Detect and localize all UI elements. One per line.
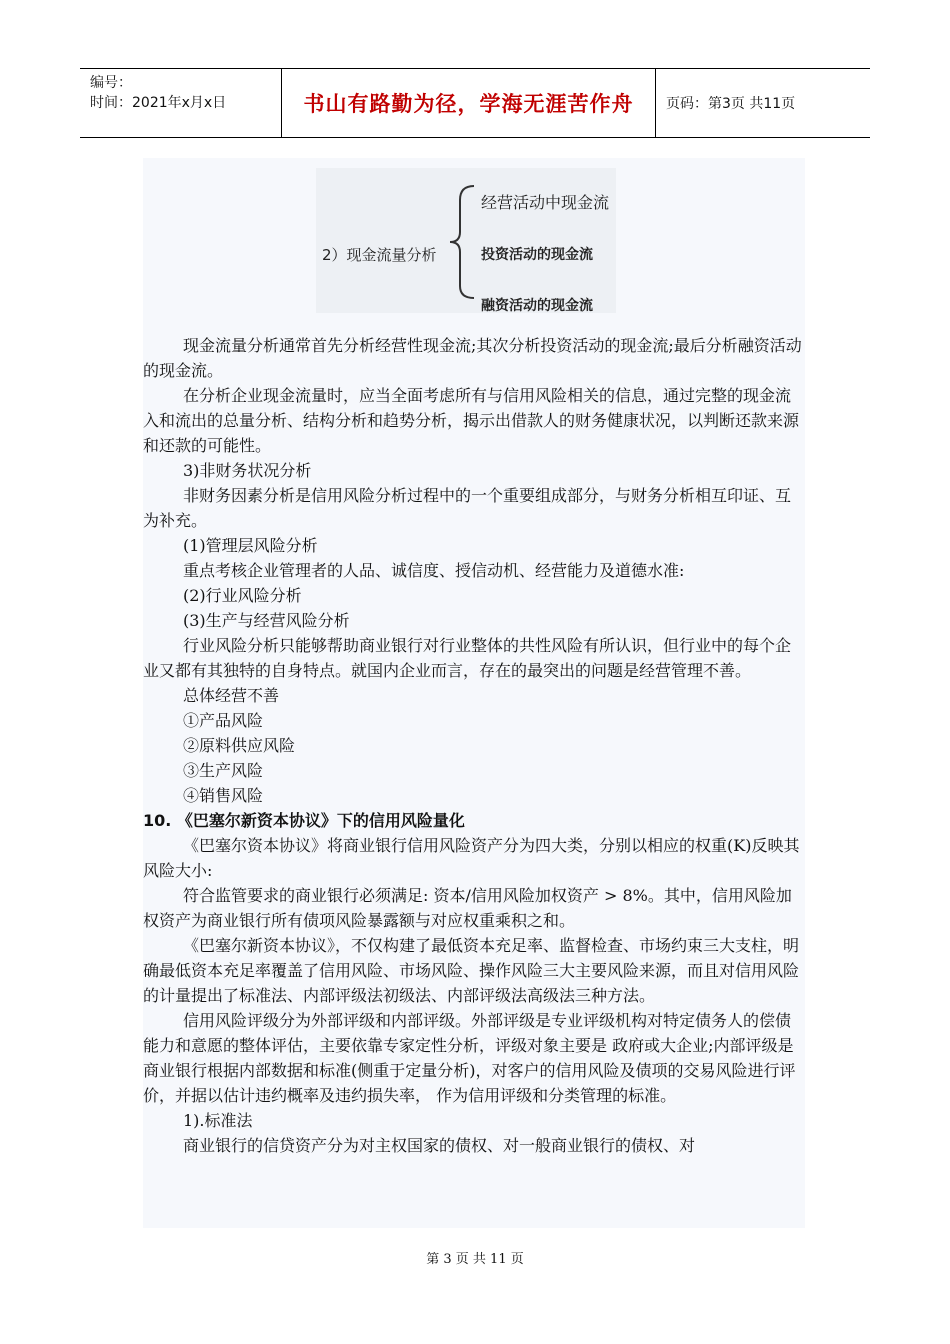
- list-item: ③生产风险: [183, 761, 264, 780]
- subsection-heading: 1).标准法: [183, 1111, 253, 1130]
- subsection-heading: (1)管理层风险分析: [183, 536, 318, 555]
- paragraph: 现金流量分析通常首先分析经营性现金流;其次分析投资活动的现金流;最后分析融资活动的现金流。: [143, 336, 802, 380]
- list-heading: 总体经营不善: [183, 686, 280, 705]
- diagram-main-label: 2）现金流量分析: [322, 246, 437, 264]
- page-header: [80, 68, 870, 138]
- paragraph: 行业风险分析只能够帮助商业银行对行业整体的共性风险有所认识，但行业中的每个企业又都有其独特的自身特点。就国内企业而言，存在的最突出的问题是经营管理不善。: [143, 636, 792, 680]
- document-content: [143, 158, 805, 1228]
- header-page-info: 页码：第3页 共11页: [666, 96, 796, 112]
- page-footer: 第 3 页 共 11 页: [426, 1252, 524, 1267]
- paragraph: 非财务因素分析是信用风险分析过程中的一个重要组成部分，与财务分析相互印证、互为补充。: [143, 486, 792, 530]
- diagram-branch-financing: 融资活动的现金流: [481, 298, 593, 314]
- subsection-heading: (3)生产与经营风险分析: [183, 611, 350, 630]
- diagram-branch-investing: 投资活动的现金流: [481, 247, 593, 263]
- section-heading: 3)非财务状况分析: [183, 461, 312, 480]
- paragraph: 信用风险评级分为外部评级和内部评级。外部评级是专业评级机构对特定债务人的偿债能力和意愿的整体评估，主要依靠专家定性分析，评级对象主要是 政府或大企业;内部评级是商业银行根据内部数据和标准(侧重于定量分析)，对客户的信用风险及债项的交易风险进行评价，并据以估计违约概率及违约损失率， 作为信用评级和分类管理的标准。: [143, 1011, 796, 1105]
- time-label: 时间：2021年x月x日: [90, 95, 227, 111]
- list-item: ①产品风险: [183, 711, 264, 730]
- paragraph: 《巴塞尔新资本协议》，不仅构建了最低资本充足率、监督检查、市场约束三大支柱，明确最低资本充足率覆盖了信用风险、市场风险、操作风险三大主要风险来源，而且对信用风险的计量提出了标准法、内部评级法初级法、内部评级法高级法三种方法。: [143, 936, 800, 1005]
- cash-flow-diagram: [316, 168, 616, 313]
- header-meta: [80, 69, 282, 137]
- body-text: [143, 333, 805, 1158]
- paragraph: 符合监管要求的商业银行必须满足: 资本/信用风险加权资产 > 8%。其中，信用风险加权资产为商业银行所有债项风险暴露额与对应权重乘积之和。: [143, 886, 792, 930]
- paragraph: 在分析企业现金流量时，应当全面考虑所有与信用风险相关的信息，通过完整的现金流入和流出的总量分析、结构分析和趋势分析，揭示出借款人的财务健康状况，以判断还款来源和还款的可能性。: [143, 386, 800, 455]
- header-motto: 书山有路勤为径，学海无涯苦作舟: [282, 69, 656, 137]
- diagram-branch-operating: 经营活动中现金流: [481, 193, 610, 212]
- section-title: 10. 《巴塞尔新资本协议》下的信用风险量化: [143, 811, 465, 830]
- paragraph: 《巴塞尔资本协议》将商业银行信用风险资产分为四大类，分别以相应的权重(K)反映其风险大小:: [143, 836, 800, 880]
- subsection-heading: (2)行业风险分析: [183, 586, 302, 605]
- paragraph: 重点考核企业管理者的人品、诚信度、授信动机、经营能力及道德水准:: [183, 561, 685, 580]
- paragraph: 商业银行的信贷资产分为对主权国家的债权、对一般商业银行的债权、对: [183, 1136, 696, 1155]
- list-item: ④销售风险: [183, 786, 264, 805]
- brace-icon: [448, 182, 478, 302]
- list-item: ②原料供应风险: [183, 736, 296, 755]
- number-label: 编号：: [90, 75, 132, 91]
